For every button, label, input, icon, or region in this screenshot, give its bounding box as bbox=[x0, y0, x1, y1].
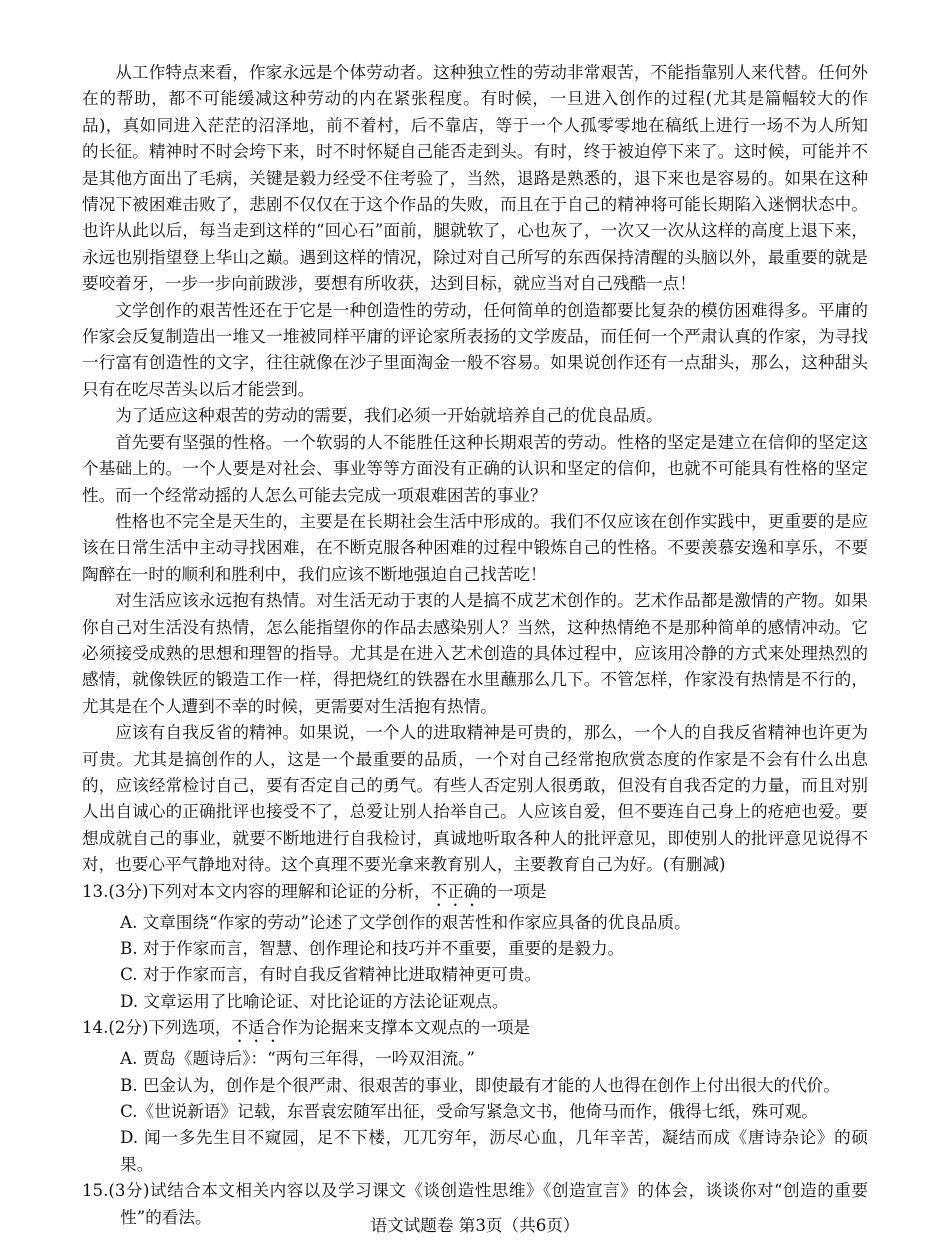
option-a: A. 文章围绕“作家的劳动”论述了文学创作的艰苦性和作家应具备的优良品质。 bbox=[120, 912, 691, 932]
option-b: B. 巴金认为，创作是个很严肃、很艰苦的事业，即使最有才能的人也得在创作上付出很大的代价。 bbox=[120, 1075, 840, 1095]
article-paragraph-2: 文学创作的艰苦性还在于它是一种创造性的劳动，任何简单的创造都要比复杂的模仿困难得多。平庸的作家会反复制造出一堆又一堆被同样平庸的评论家所表扬的文学废品，而任何一个严肃认真的作家，为寻找一行富有创造性的文字，往往就像在沙子里面淘金一般不容易。如果说创作还有一点甜头，那么，这种甜头只有在吃尽苦头以后才能尝到。 bbox=[82, 300, 868, 399]
article-paragraph-3: 为了适应这种艰苦的劳动的需要，我们必须一开始就培养自己的优良品质。 bbox=[115, 406, 663, 426]
question-13 bbox=[82, 879, 868, 1016]
page-footer: 语文试题卷 第3页（共6页） bbox=[370, 1216, 580, 1235]
article-paragraph-5: 性格也不完全是天生的，主要是在长期社会生活中形成的。我们不仅应该在创作实践中，更重要的是应该在日常生活中主动寻找困难，在不断克服各种困难的过程中锻炼自己的性格。不要羡慕安逸和享乐，不要陶醉在一时的顺利和胜利中，我们应该不断地强迫自己找苦吃！ bbox=[82, 511, 868, 584]
question-score: (3分) bbox=[108, 1181, 150, 1201]
question-emphasis: 不适合 bbox=[231, 1018, 282, 1038]
question-13-stem bbox=[82, 879, 868, 910]
option-b: B. 对于作家而言，智慧、创作理论和技巧并不重要，重要的是毅力。 bbox=[120, 939, 625, 958]
article-paragraph-1: 从工作特点来看，作家永远是个体劳动者。这种独立性的劳动非常艰苦，不能指靠别人来代替。任何外在的帮助，都不可能缓减这种劳动的内在紧张程度。有时候，一旦进入创作的过程(尤其是篇幅较大的作品)，真如同进入茫茫的沼泽地，前不着村，后不靠店，等于一个人孤零零地在稿纸上进行一场不为人所知的长征。精神时不时会垮下来，时不时怀疑自己能否走到头。有时，终于被迫停下来了。这时候，可能并不是其他方面出了毛病，关键是毅力经受不住考验了，当然，退路是熟悉的，退下来也是容易的。如果在这种情况下被困难击败了，悲剧不仅仅在于这个作品的失败，而且在于自己的精神将可能长期陷入迷惘状态中。也许从此以后，每当走到这样的“回心石”面前，腿就软了，心也灰了，一次又一次从这样的高度上退下来，永远也别指望登上华山之巅。遇到这样的情况，除过对自己所写的东西保持清醒的头脑以外，最重要的就是要咬着牙，一步一步向前跋涉，要想有所收获，达到目标，就应当对自己残酷一点！ bbox=[82, 63, 868, 294]
question-14 bbox=[82, 1015, 868, 1178]
question-14-stem bbox=[82, 1015, 868, 1046]
article-paragraph-4: 首先要有坚强的性格。一个软弱的人不能胜任这种长期艰苦的劳动。性格的坚定是建立在信仰的坚定这个基础上的。一个人要是对社会、事业等等方面没有正确的认识和坚定的信仰，也就不可能具有性格的坚定性。而一个经常动摇的人怎么可能去完成一项艰难困苦的事业？ bbox=[82, 432, 868, 505]
question-score: (3分) bbox=[108, 881, 149, 901]
question-score: (2分) bbox=[108, 1018, 149, 1038]
option-d: D. 文章运用了比喻论证、对比论证的方法论证观点。 bbox=[120, 991, 509, 1011]
option-d: D. 闻一多先生目不窥园，足不下楼，兀兀穷年，沥尽心血，几年辛苦，凝结而成《唐诗杂论》的硕果。 bbox=[120, 1128, 868, 1174]
option-c: C.《世说新语》记载，东晋袁宏随军出征，受命写紧急文书，他倚马而作，俄得七纸，殊可观。 bbox=[120, 1102, 818, 1122]
article-paragraph-7: 应该有自我反省的精神。如果说，一个人的进取精神是可贵的，那么，一个人的自我反省精神也许更为可贵。尤其是搞创作的人，这是一个最重要的品质，一个对自己经常抱欣赏态度的作家是不会有什么出息的，应该经常检讨自己，要有否定自己的勇气。有些人否定别人很勇敢，但没有自我否定的力量，而且对别人出自诚心的正确批评也接受不了，总爱让别人抬举自己。人应该自爱，但不要连自己身上的疮疤也爱。要想成就自己的事业，就要不断地进行自我检讨，真诚地听取各种人的批评意见，即使别人的批评意见说得不对，也要心平气静地对待。这个真理不要光拿来教育别人，主要教育自己为好。(有删减) bbox=[82, 723, 868, 875]
question-stem-text-end: 的一项是 bbox=[480, 881, 547, 901]
question-stem-text: 下列选项， bbox=[148, 1018, 232, 1038]
article-body bbox=[82, 60, 868, 1231]
question-stem-text: 下列对本文内容的理解和论证的分析， bbox=[148, 881, 431, 901]
question-stem-text-end: 作为论据来支撑本文观点的一项是 bbox=[281, 1018, 531, 1038]
question-emphasis: 不正确 bbox=[430, 881, 481, 901]
option-c: C. 对于作家而言，有时自我反省精神比进取精神更可贵。 bbox=[120, 965, 542, 985]
question-stem-text: 试结合本文相关内容以及学习课文《谈创造性思维》《创造宣言》的体会，谈谈你对“创造的重要性”的看法。 bbox=[120, 1181, 868, 1227]
question-number: 15. bbox=[82, 1181, 109, 1201]
article-paragraph-6: 对生活应该永远抱有热情。对生活无动于衷的人是搞不成艺术创作的。艺术作品都是激情的产物。如果你自己对生活没有热情，怎么能指望你的作品去感染别人？当然，这种热情绝不是那种简单的感情冲动。它必须接受成熟的思想和理智的指导。尤其是在进入艺术创造的具体过程中，应该用冷静的方式来处理热烈的感情，就像铁匠的锻造工作一样，得把烧红的铁器在水里蘸那么几下。不管怎样，作家没有热情是不行的，尤其是在个人遭到不幸的时候，更需要对生活抱有热情。 bbox=[82, 591, 868, 716]
option-a: A. 贾岛《题诗后》：“两句三年得，一吟双泪流。” bbox=[120, 1049, 475, 1069]
question-number: 14. bbox=[82, 1018, 109, 1038]
question-number: 13. bbox=[82, 881, 109, 901]
